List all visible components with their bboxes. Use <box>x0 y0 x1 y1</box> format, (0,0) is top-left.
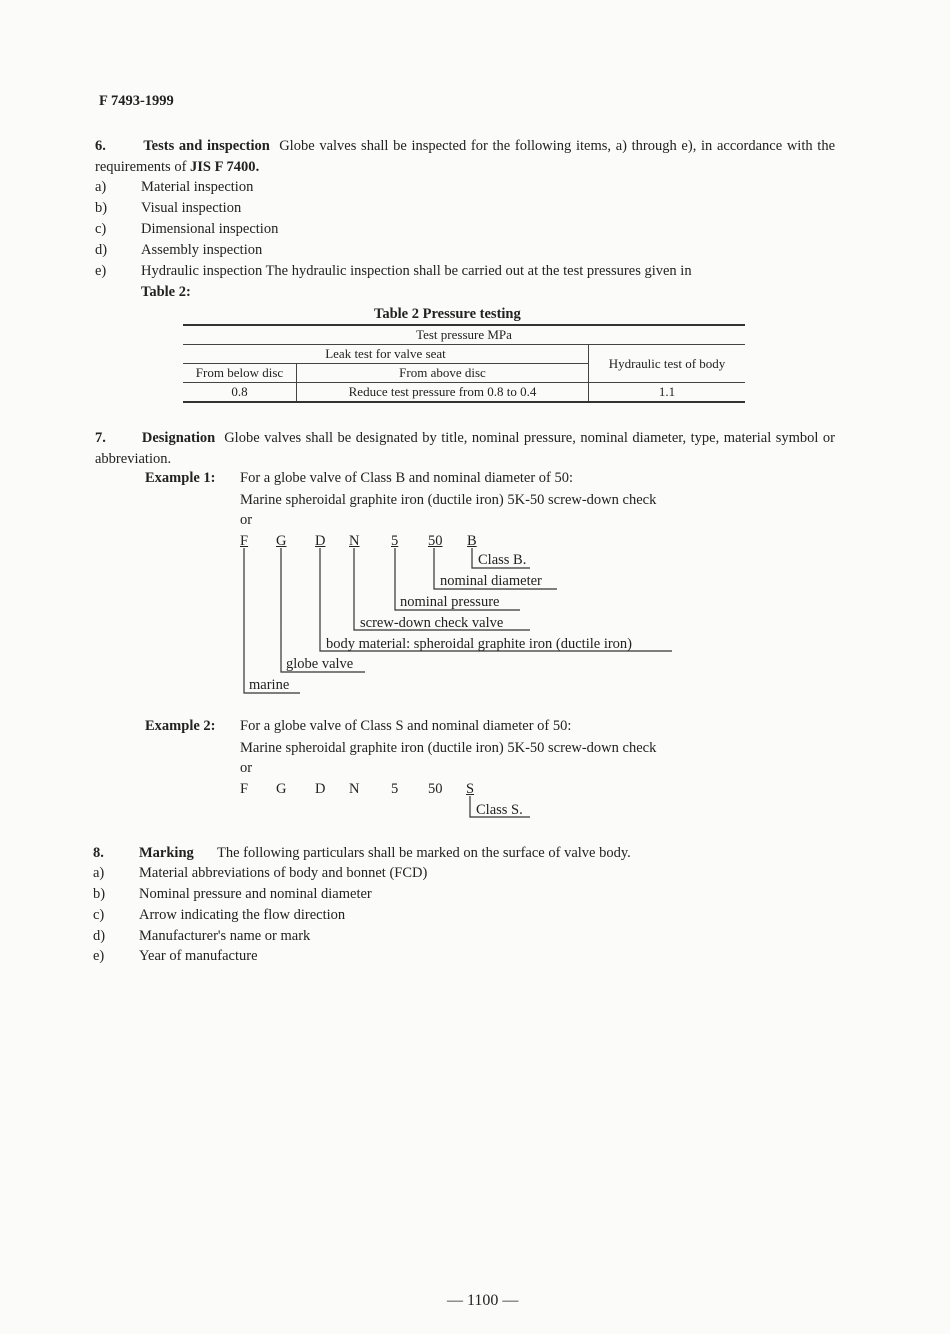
table-ref: Table 2: <box>141 284 191 300</box>
code-label: nominal diameter <box>440 573 542 589</box>
code-label: marine <box>249 677 290 693</box>
code-letter: F <box>240 781 249 797</box>
list-key: c) <box>95 221 107 237</box>
list-item: Dimensional inspection <box>141 221 279 237</box>
table-header: Test pressure MPa <box>183 325 745 345</box>
example-text: For a globe valve of Class S and nominal diameter of 50: <box>240 718 572 734</box>
code-label: body material: spheroidal graphite iron (ductile iron) <box>326 636 633 652</box>
list-item: Nominal pressure and nominal diameter <box>139 886 372 902</box>
code-letter: 5 <box>391 533 399 549</box>
list-item: Arrow indicating the flow direction <box>139 907 346 923</box>
section-text: Globe valves shall be designated by title, nominal pressure, nominal diameter, type, material symbol or abbreviation. <box>95 430 836 467</box>
code-letter: 50 <box>428 533 443 549</box>
code-letter: G <box>276 533 287 549</box>
section-8-intro <box>93 844 631 862</box>
code-letter: N <box>349 781 360 797</box>
example-label: Example 1: <box>145 470 216 486</box>
list-key: b) <box>93 886 106 902</box>
section-title: Tests and inspection <box>143 138 270 154</box>
list-key: d) <box>93 928 106 944</box>
table-cell: 1.1 <box>589 383 746 403</box>
example-or: or <box>240 512 253 528</box>
example-or: or <box>240 760 253 776</box>
section-title: Designation <box>141 430 216 446</box>
table-header: From above disc <box>297 364 589 383</box>
section-number: 7. <box>95 430 106 446</box>
example-text: Marine spheroidal graphite iron (ductile iron) 5K-50 screw-down check <box>240 740 657 756</box>
table-header: Hydraulic test of body <box>589 345 746 383</box>
list-key: c) <box>93 907 105 923</box>
code-letter: B <box>467 533 477 549</box>
code-letter: 5 <box>391 781 399 797</box>
page-number: — 1100 — <box>447 1292 519 1309</box>
list-item: Material abbreviations of body and bonnet (FCD) <box>139 865 428 881</box>
list-item: Visual inspection <box>141 200 242 216</box>
example-text: For a globe valve of Class B and nominal diameter of 50: <box>240 470 574 486</box>
list-key: a) <box>95 179 107 195</box>
code-label: Class B. <box>478 552 527 568</box>
list-item: Year of manufacture <box>139 948 258 964</box>
section-number: 6. <box>95 138 106 154</box>
code-letter: D <box>315 533 326 549</box>
code-label: globe valve <box>286 656 354 672</box>
section-text: The following particulars shall be marked on the surface of valve body. <box>217 845 631 861</box>
list-key: a) <box>93 865 105 881</box>
list-key: d) <box>95 242 108 258</box>
list-item: Hydraulic inspection The hydraulic inspection shall be carried out at the test pressures given in <box>141 263 692 279</box>
list-key: b) <box>95 200 108 216</box>
table-header: From below disc <box>183 364 297 383</box>
code-label: Class S. <box>476 802 523 818</box>
code-letter: N <box>349 533 360 549</box>
list-key: e) <box>93 948 105 964</box>
standard-ref: JIS F 7400 <box>190 159 256 175</box>
code-letter: G <box>276 781 287 797</box>
code-label: screw-down check valve <box>360 615 504 631</box>
list-key: e) <box>95 263 107 279</box>
list-item: Manufacturer's name or mark <box>139 928 311 944</box>
list-item: Assembly inspection <box>141 242 263 258</box>
code-letter: S <box>466 781 475 797</box>
code-label: nominal pressure <box>400 594 500 610</box>
example-label: Example 2: <box>145 718 216 734</box>
example-text: Marine spheroidal graphite iron (ductile iron) 5K-50 screw-down check <box>240 492 657 508</box>
code-letter: F <box>240 533 249 549</box>
section-title: Marking <box>139 845 194 861</box>
table-title: Table 2 Pressure testing <box>374 306 521 322</box>
section-number: 8. <box>93 845 104 861</box>
doc-id: F 7493-1999 <box>99 93 174 109</box>
code-letter: 50 <box>428 781 443 797</box>
code-letter: D <box>315 781 326 797</box>
section-6-intro: 6. Tests and inspection Globe valves shall be inspected for the following items, a) through e), in accordance with the requirements of JIS F 7400. <box>95 138 836 175</box>
list-item: Material inspection <box>141 179 254 195</box>
table-header: Leak test for valve seat <box>183 345 589 364</box>
table-cell: Reduce test pressure from 0.8 to 0.4 <box>297 383 589 403</box>
table-cell: 0.8 <box>183 383 297 403</box>
section-text: Globe valves shall be inspected for the following items, a) through e), in accordance with the requirements of <box>95 138 836 175</box>
